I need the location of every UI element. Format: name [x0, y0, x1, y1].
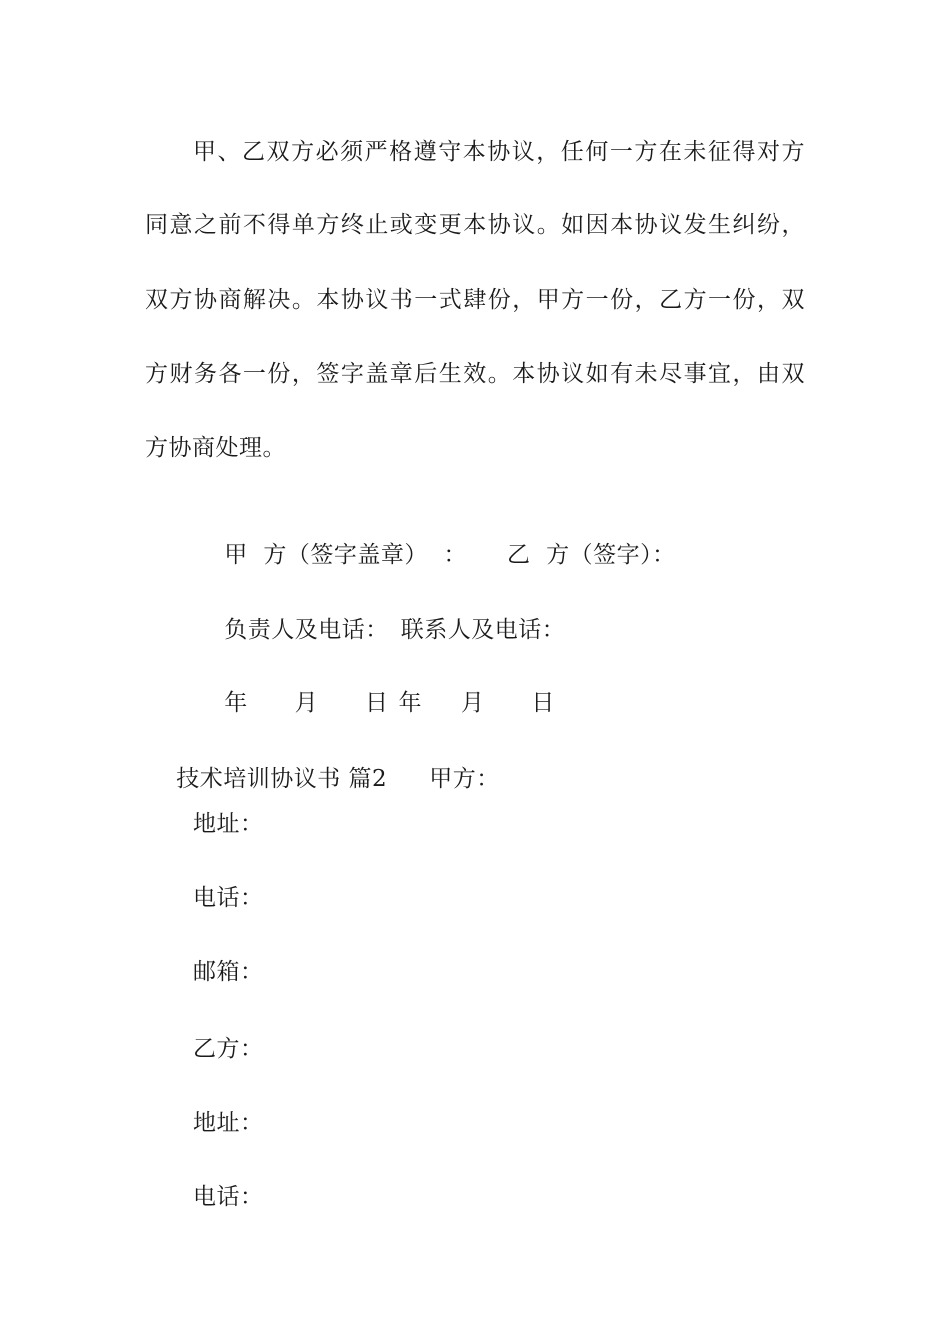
party-a-signature-label: 甲 方（签字盖章） ： — [224, 542, 467, 568]
field-party-b: 乙方： — [193, 1036, 264, 1062]
field-phone-b: 电话： — [193, 1184, 264, 1210]
field-email-a: 邮箱： — [193, 959, 264, 985]
section-2-party-a-label: 甲方： — [429, 766, 500, 792]
section-2-title: 技术培训协议书 篇2 — [176, 766, 388, 792]
paragraph-line-4: 方财务各一份，签字盖章后生效。本协议如有未尽事宜，由双 — [145, 361, 805, 387]
party-a-date-label: 年 月 日 — [224, 690, 389, 716]
field-address-b: 地址： — [193, 1110, 264, 1136]
field-address-a: 地址： — [193, 811, 264, 837]
paragraph-line-2: 同意之前不得单方终止或变更本协议。如因本协议发生纠纷， — [145, 212, 805, 238]
paragraph-line-1: 甲、乙双方必须严格遵守本协议，任何一方在未征得对方 — [193, 139, 805, 165]
contact-person-phone-label: 联系人及电话： — [400, 617, 566, 643]
responsible-person-phone-label: 负责人及电话： — [224, 617, 389, 643]
paragraph-line-3: 双方协商解决。本协议书一式肆份，甲方一份，乙方一份，双 — [145, 287, 805, 313]
field-phone-a: 电话： — [193, 885, 264, 911]
paragraph-line-5: 方协商处理。 — [145, 435, 286, 461]
party-b-signature-label: 乙 方（签字）： — [507, 542, 676, 568]
party-b-date-label: 年 月 日 — [398, 690, 555, 716]
